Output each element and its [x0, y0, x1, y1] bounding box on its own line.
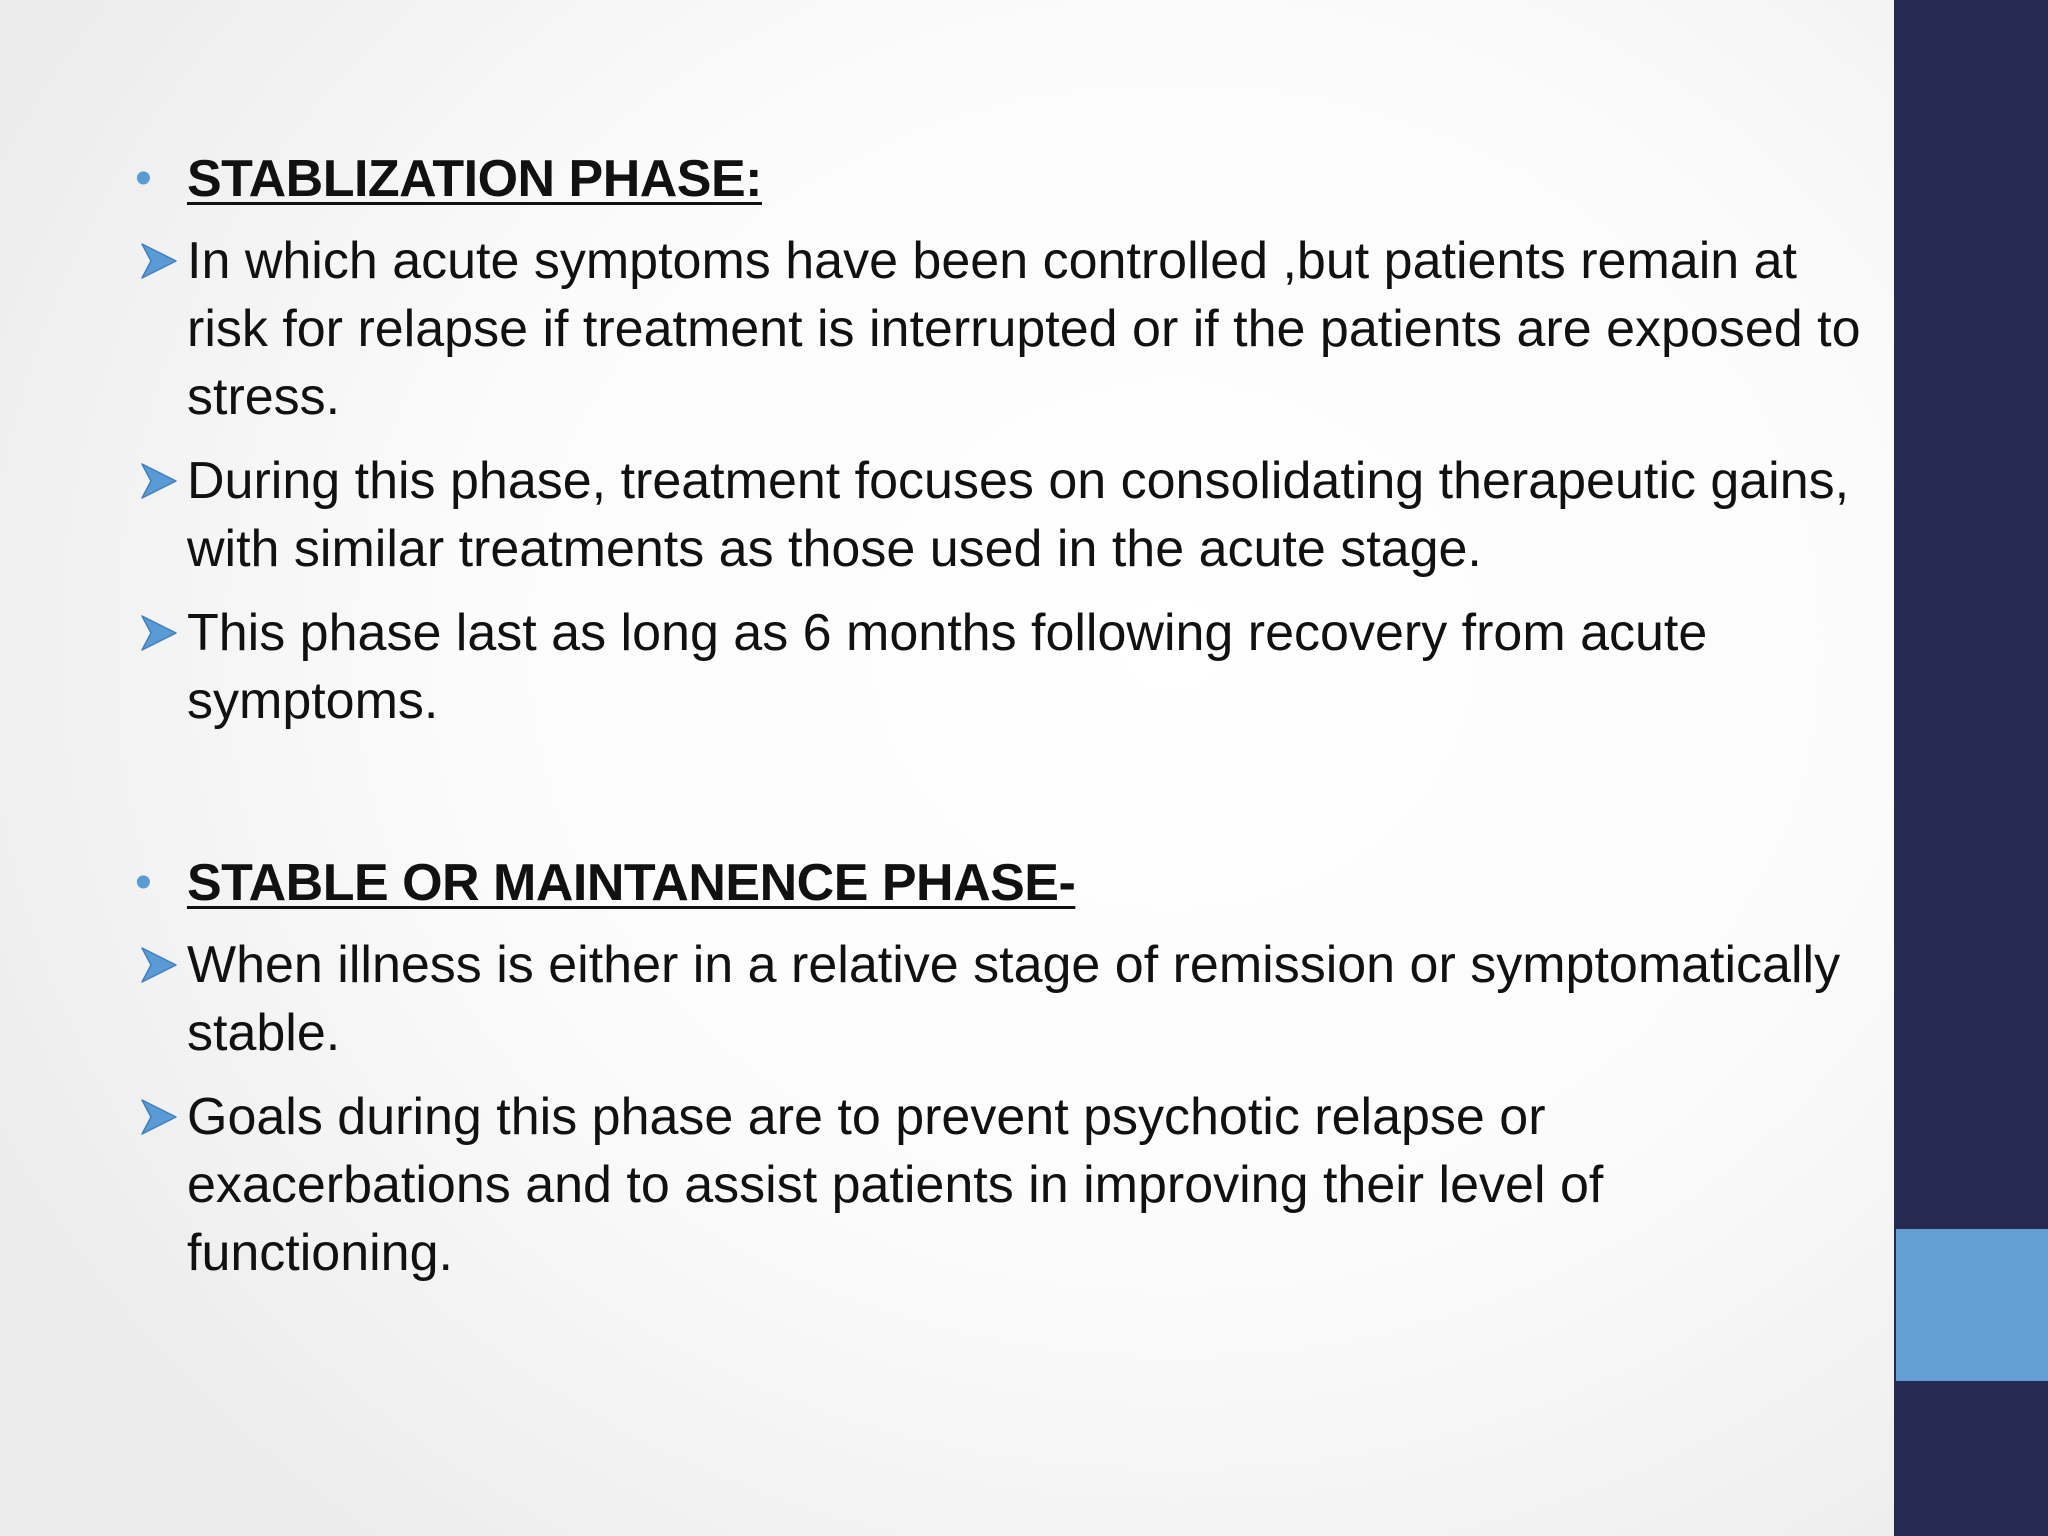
bullet-text: Goals during this phase are to prevent psychotic relapse or exacerbations and to assist patients in improving their level of functioning. — [187, 1088, 1604, 1282]
bullet-point — [135, 599, 1867, 735]
bullet-point — [135, 931, 1867, 1067]
bullet-text: In which acute symptoms have been controlled ,but patients remain at risk for relapse if treatment is interrupted or if the patients are exposed to stress. — [187, 232, 1861, 426]
heading-text: STABLIZATION PHASE: — [187, 150, 762, 208]
arrow-bullet-icon — [139, 945, 179, 985]
bullet-text: During this phase, treatment focuses on consolidating therapeutic gains, with similar treatments as those used in the acute stage. — [187, 452, 1850, 578]
bullet-text: This phase last as long as 6 months following recovery from acute symptoms. — [187, 604, 1708, 730]
bullet-point — [135, 1083, 1867, 1287]
slide-content — [135, 145, 1875, 1303]
bullet-point — [135, 447, 1867, 583]
heading-text: STABLE OR MAINTANENCE PHASE- — [187, 854, 1076, 912]
arrow-bullet-icon — [139, 1097, 179, 1137]
bullet-text: When illness is either in a relative stage of remission or symptomatically stable. — [187, 936, 1841, 1062]
bullet-dot-icon: • — [135, 152, 152, 205]
section-heading-stabilization — [135, 145, 1875, 213]
section-spacer — [135, 751, 1875, 849]
side-accent-block — [1896, 1229, 2048, 1381]
section-heading-maintenance — [135, 849, 1875, 917]
bullet-point — [135, 227, 1867, 431]
bullet-dot-icon: • — [135, 856, 152, 909]
arrow-bullet-icon — [139, 461, 179, 501]
arrow-bullet-icon — [139, 241, 179, 281]
arrow-bullet-icon — [139, 613, 179, 653]
